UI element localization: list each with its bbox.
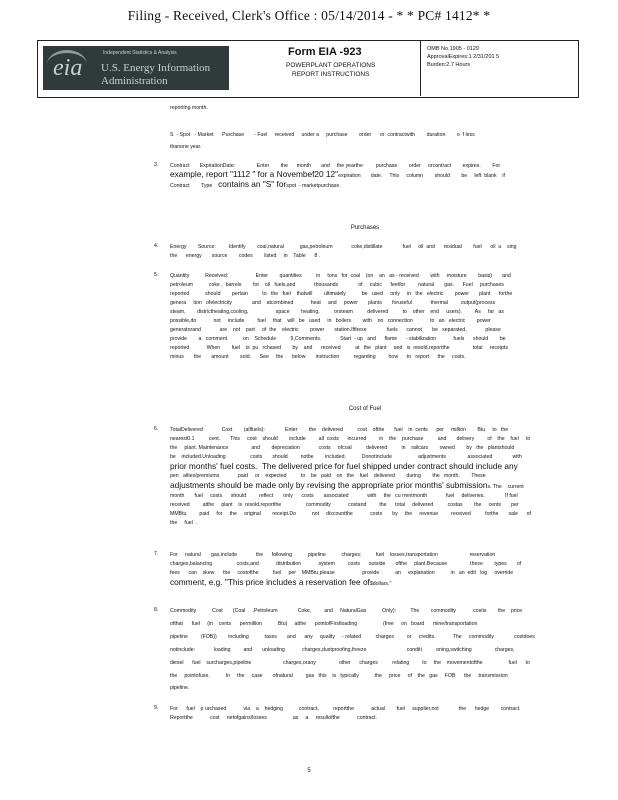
text-line: the plant. Maintenance and depreciation costs ofcoal delivered in railcars owned by the plantshould [170,445,515,451]
text-line: Reportthe cost netofgains/losses as a resultofthe contract. [170,715,378,721]
text-line: MMBtu paid for the original receipt.Do not discountthe costs by the revenue received forthe sale of [170,511,531,517]
form-title-block [248,46,438,78]
section-heading-purchases: Purchases [350,225,380,231]
text-line: generatorand are not part of the electric power station.Ifthese fuels cannot be separated, please [170,327,501,333]
form-header [37,40,579,98]
text-large: contains an "S" for [218,179,287,189]
form-subtitle-2: REPORT INSTRUCTIONS [292,71,370,78]
text-line: possible,do not include fuel that will be used in boilers with no connection to an electric power [170,318,491,324]
omb-info [420,41,577,96]
text-line: received atthe plant is resold,reportthe commodity costand the total delivered costas the cents per [170,502,519,508]
text-line: the energy source codes listed in Table 8 . [170,253,321,259]
text-large: prior months' fuel costs. The delivered price for fuel shipped under contract should include any [170,461,518,471]
logo-name-line2: Administration [101,75,168,87]
text-line: notinclude: loading and unloading charges,dustproofing,freeze conditi oning,switching charges, [170,647,515,653]
item-number: 4. [154,243,159,249]
logo-tagline: Independent Statistics & Analysis [103,50,177,56]
omb-burden: Burden:2.7 Hours [427,62,471,68]
text-line: spot - marketpurchase. [286,183,341,189]
text-line: pen alties/premiums paid or expected to be paid on the fuel delivered during the month. These [170,473,486,479]
section-heading-cost-of-fuel: Cost of Fuel [348,406,382,412]
logo-mark: eia [53,55,83,81]
text-line: Energy Source: Identify coal,natural gas,petroleum coke,distillate fuel oil and residual fuel oil u sing [170,244,517,250]
text-line: Contract Type [170,183,213,189]
item-number: 6. [154,426,159,432]
text-line: minus the amount sold. See the below instruction regarding how to report the costs. [170,354,466,360]
logo-name-line1: U.S. Energy Information [101,62,211,74]
text-line: Contract ExpirationDate: Enter the month and the yearthe purchase order orcontract expires. For [170,163,501,169]
text-line: petroleum coke , barrels for oil fuels,and thousands of cubic feetfor natural gas. Fuel purchases [170,282,504,288]
text-line: expiration date. This column should be left blank if [338,173,505,179]
text-line: be included.Unloading costs should notbe included. Donotinclude adjustments associated with [170,454,522,460]
item-number: 9. [154,705,159,711]
text-line: charges,balancing costs,and distribution system costs outside ofthe plant.Because these types of [170,561,522,567]
text-line: genera tion ofelectricity and atcombined heat and power plants foruseful thermal output(process [170,300,496,306]
text-line: $dollars." [369,581,392,587]
text-line: Commodity Cost (Coal ,Petroleum Coke, and NaturalGas Only): The commodity costis the price [170,608,523,614]
text-line: reported should pertain to the fuel thatwill ultimately be used only in the electric power plant forthe [170,291,513,297]
text-large: example, report "1112 " for a Novembef20 12" [170,169,339,179]
form-subtitle-1: POWERPLANT OPERATIONS [286,62,376,69]
text-large: adjustments should be made only by revising the appropriate prior months' submission [170,480,488,490]
text-line: provide a comment on Schedule 9,Comments. Start - up and flame - stabilization fuels should be [170,336,506,342]
text-large: comment, e.g. "This price includes a reservation fee of [170,577,370,587]
text-line: S - Spot - Market Purchase - Fuel received under a purchase order or contractwith duration o f less [170,132,475,138]
page-number: 5 [307,768,311,774]
item-number: 8. [154,607,159,613]
text-line: s. The current [487,484,524,490]
text-line: pipeline (FOB)) including taxes and any quality - related charges or credits. The commodity costdoes [170,634,535,640]
text-line: diesel fuel surcharges,pipeline charges,orany other charges relating to the movementofthe fuel to [170,660,530,666]
text-line: ofthat fuel (in cents permillion Btu) atthe pointofFirstloading (free on board mine/transportation [170,621,478,627]
text-line: the fuel . [170,520,198,526]
omb-number: OMB No.1905 - 0129 [427,46,479,52]
text-line: steam, districtheating,cooling, space heating, orsteam delivered to other end users). As far as [170,309,504,315]
text-line: TotalDelivered Cost (allfuels): Enter the delivered cost ofthe fuel in cents per million Btu to the [170,427,509,433]
text-line: the pointofuse. In the case ofnatural gas this is typically the price of the gas FOB the transmission [170,673,508,679]
item-number: 7. [154,551,159,557]
text-line: month fuel costs should reflect only costs associated with the cu rrentmonth fuel deliveries. If fuel [170,493,518,499]
omb-expires: ApprovalExpires:1 2/31/201 5 [427,54,500,60]
text-line: pipeline. [170,685,190,691]
form-title: Form EIA -923 [288,46,362,58]
text-line: reporting month. [170,105,208,111]
item-number: 3. [154,162,159,168]
text-line: nearest0.1 cent. This cost should include all costs incurred in the purchase and delivery of the fuel to [170,436,531,442]
text-line: Quantity Received: Enter quantities in tons for coal (on an as - received with moisture basis) and [170,273,511,279]
text-line: For fuel p urchased via a hedging contract, reportthe actual fuel supplier,not the hedge contract. [170,706,521,712]
text-line: For natural gas,include the following pipeline charges: fuel losses,transportation reservation [170,552,496,558]
eia-logo [43,46,229,90]
text-line: fees can skew the costofthe fuel per MMBtu,please provide an explanation in an edit log override [170,570,514,576]
filing-stamp: Filing - Received, Clerk's Office : 05/14/2014 - * * PC# 1412* * [127,8,491,23]
text-line: thanone year. [170,144,202,150]
text-line: reported. When fuel is pu rchased by and received at the plant and is resold,reportthe total receipts [170,345,508,351]
item-number: 5. [154,272,159,278]
